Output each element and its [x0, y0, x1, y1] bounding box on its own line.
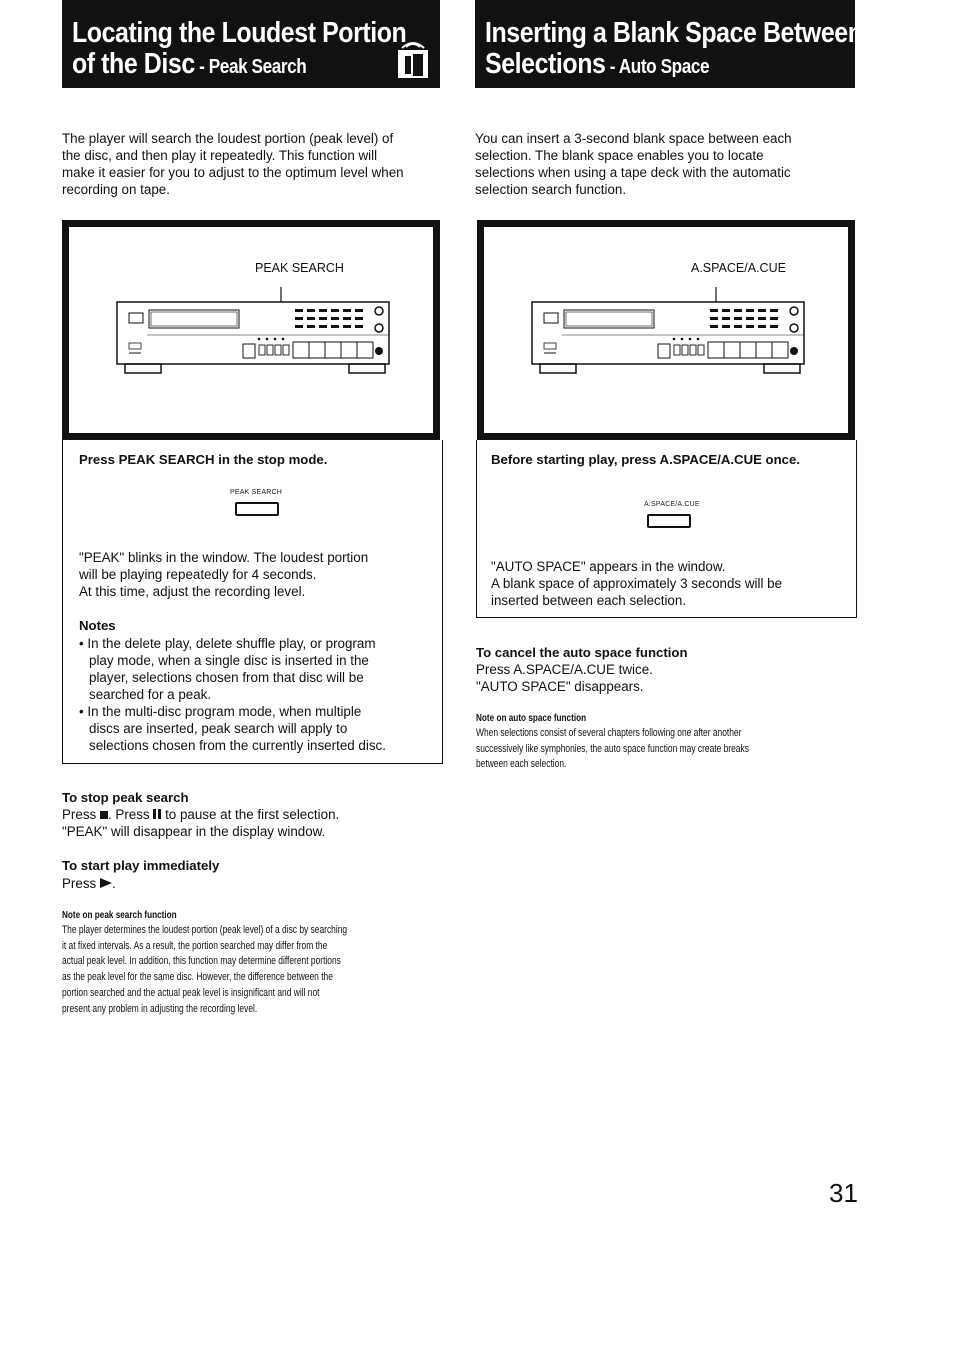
start-text-part: .	[111, 876, 116, 891]
stop-peak-search-text	[62, 806, 339, 840]
right-intro-line: selection. The blank space enables you to locate	[475, 148, 764, 163]
left-step-heading: Press PEAK SEARCH in the stop mode.	[79, 452, 328, 467]
left-intro-line: make it easier for you to adjust to the optimum level when	[62, 165, 404, 180]
right-title-main: Selections	[485, 48, 606, 80]
right-step-result	[491, 558, 782, 609]
right-intro	[475, 130, 855, 198]
notes-list	[79, 635, 386, 754]
left-title-main: of the Disc	[72, 48, 195, 80]
stop-peak-search-line	[62, 806, 339, 823]
left-intro	[62, 130, 440, 198]
note-item: discs are inserted, peak search will apply to	[89, 721, 348, 736]
auto-space-note-line: successively like symphonies, the auto space function may create breaks	[476, 742, 749, 755]
auto-space-note-line: When selections consist of several chapters following one after another	[476, 727, 742, 739]
right-intro-line: selection search function.	[475, 182, 627, 197]
aspace-button-icon	[647, 514, 691, 528]
peak-note-text	[62, 923, 347, 1017]
peak-note-heading: Note on peak search function	[62, 909, 177, 921]
note-item: • In the multi-disc program mode, when multiple	[79, 704, 362, 719]
left-intro-line: the disc, and then play it repeatedly. This function will	[62, 148, 378, 163]
left-title-suffix: - Peak Search	[194, 56, 307, 78]
right-step-result-line: A blank space of approximately 3 seconds will be	[491, 576, 783, 591]
auto-space-note-text	[476, 726, 749, 773]
stop-text-part: Press	[62, 807, 100, 822]
stop-peak-search-heading: To stop peak search	[62, 790, 189, 805]
right-title-line1: Inserting a Blank Space Between	[485, 17, 863, 49]
auto-space-note-heading: Note on auto space function	[476, 712, 587, 724]
peak-note-line: The player determines the loudest portion (peak level) of a disc by searching	[62, 924, 348, 936]
peak-note-line: present any problem in adjusting the recording level.	[62, 1002, 258, 1015]
right-step-result-line: inserted between each selection.	[491, 593, 687, 608]
left-title-line2	[72, 49, 388, 83]
peak-note-line: as the peak level for the same disc. However, the difference between the	[62, 971, 333, 984]
cd-player-illustration	[109, 287, 399, 383]
left-step-result-line: "PEAK" blinks in the window. The loudest portion	[79, 550, 369, 565]
stop-text-part: to pause at the first selection.	[161, 807, 340, 822]
stop-peak-search-line: "PEAK" will disappear in the display window.	[62, 824, 326, 839]
right-section-header	[475, 0, 863, 88]
stop-icon	[100, 811, 108, 819]
left-step-result	[79, 549, 368, 600]
stop-text-part: . Press	[107, 807, 154, 822]
right-step-heading: Before starting play, press A.SPACE/A.CUE once.	[491, 452, 801, 467]
left-intro-line: recording on tape.	[62, 182, 170, 197]
right-title-line2	[485, 49, 803, 83]
peak-search-button-icon	[235, 502, 279, 516]
note-item: • In the delete play, delete shuffle play, or program	[79, 636, 376, 651]
cd-player-illustration-right	[524, 287, 814, 383]
left-instruction-box	[62, 440, 443, 764]
peak-search-callout-label: PEAK SEARCH	[255, 261, 344, 275]
cancel-line: Press A.SPACE/A.CUE twice.	[476, 662, 653, 677]
right-title-suffix: - Auto Space	[605, 56, 710, 78]
right-intro-line: selections when using a tape deck with the automatic	[475, 165, 791, 180]
aspace-button-label: A.SPACE/A.CUE	[644, 501, 700, 508]
page-number: 31	[829, 1178, 858, 1208]
right-instruction-box	[476, 440, 857, 618]
aspace-callout-label: A.SPACE/A.CUE	[691, 261, 786, 275]
cancel-line: "AUTO SPACE" disappears.	[476, 679, 644, 694]
note-item: selections chosen from the currently inserted disc.	[89, 738, 386, 753]
start-text-part: Press	[62, 876, 100, 891]
left-intro-line: The player will search the loudest portion (peak level) of	[62, 131, 394, 146]
peak-note-line: actual peak level. In addition, this function may determine different portions	[62, 955, 341, 968]
note-item: player, selections chosen from that disc will be	[89, 670, 364, 685]
note-item: searched for a peak.	[89, 687, 212, 702]
notes-heading: Notes	[79, 618, 116, 633]
left-illustration-panel	[62, 220, 440, 440]
peak-note-line: portion searched and the actual peak level is insignificant and will not	[62, 986, 320, 999]
auto-space-note-line: between each selection.	[476, 758, 567, 771]
left-section-header	[62, 0, 440, 88]
cancel-auto-space-heading: To cancel the auto space function	[476, 645, 688, 660]
right-intro-line: You can insert a 3-second blank space between each	[475, 131, 792, 146]
right-step-result-line: "AUTO SPACE" appears in the window.	[491, 559, 726, 574]
start-play-text	[62, 875, 116, 892]
start-play-heading: To start play immediately	[62, 858, 220, 873]
left-step-result-line: At this time, adjust the recording level.	[79, 584, 306, 599]
left-title-line1: Locating the Loudest Portion	[72, 17, 407, 49]
play-icon	[100, 878, 112, 888]
disc-slot-icon	[396, 40, 430, 80]
right-illustration-panel	[477, 220, 855, 440]
note-item: play mode, when a single disc is inserted in the	[89, 653, 369, 668]
peak-search-button-label: PEAK SEARCH	[230, 489, 282, 496]
peak-note-line: it at fixed intervals. As a result, the portion searched may differ from the	[62, 939, 328, 952]
cancel-auto-space-text	[476, 661, 653, 695]
left-step-result-line: will be playing repeatedly for 4 seconds.	[79, 567, 317, 582]
